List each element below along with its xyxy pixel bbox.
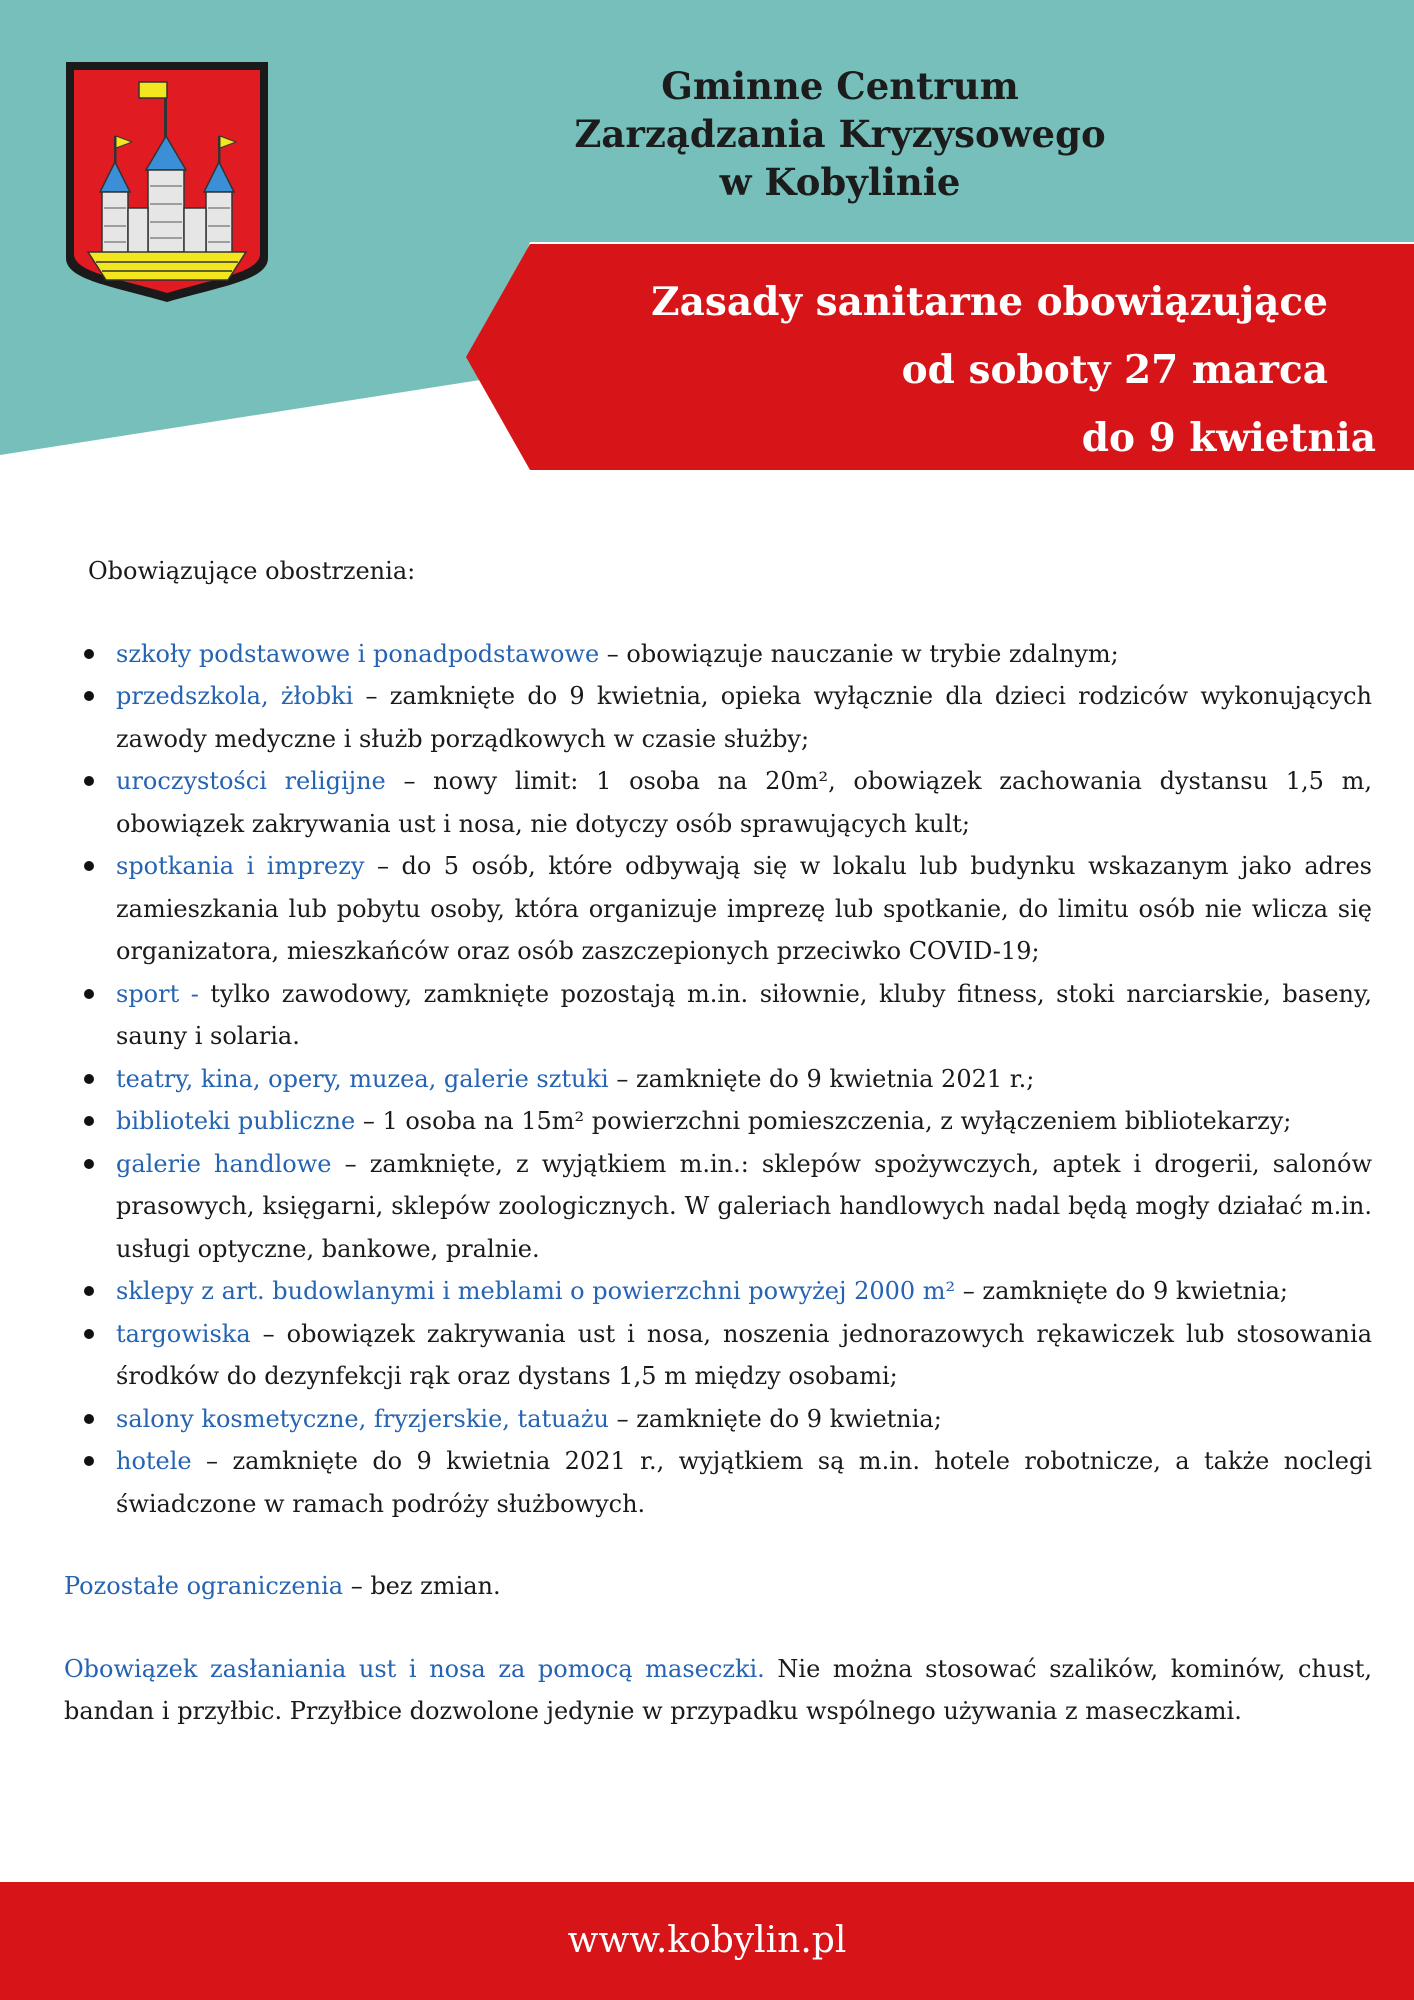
rule-label: biblioteki publiczne [116,1107,356,1135]
website-link[interactable]: www.kobylin.pl [567,1920,847,1961]
rule-text: – zamknięte do 9 kwietnia 2021 r.; [608,1064,1035,1093]
kobylin-coat-of-arms-icon [62,58,272,304]
rule-label: sklepy z art. budowlanymi i meblami o powierzchni powyżej 2000 m² [116,1277,956,1305]
bullet-icon [84,776,94,786]
mask-rule-paragraph [64,1648,1372,1733]
rule-text: – zamknięte, z wyjątkiem m.in.: sklepów spożywczych, aptek i drogerii, salonów prasowych, księgarni, sklepów zoologicznych. W galeriach handlowych nadal będą mogły działać m.in. usługi optyczne, bankowe, pralnie. [116,1149,1372,1263]
list-item [64,973,1372,1058]
org-title-line: Gminne Centrum [661,64,1019,108]
rule-label: sport - [116,979,199,1008]
rule-text: – 1 osoba na 15m² powierzchni pomieszczenia, z wyłączeniem bibliotekarzy; [355,1107,1292,1135]
rule-label: teatry, kina, opery, muzea, galerie sztuki [116,1064,609,1093]
list-item [64,1143,1372,1271]
bullet-icon [84,861,94,871]
footer-bar [0,1882,1414,2000]
list-item [64,845,1372,973]
intro-text: Obowiązujące obostrzenia: [88,557,416,585]
rule-text: – zamknięte do 9 kwietnia 2021 r., wyjątkiem są m.in. hotele robotnicze, a także noclegi świadczone w ramach podróży służbowych. [116,1447,1372,1518]
bullet-icon [84,989,94,999]
organization-title [540,62,1140,206]
restrictions-list [64,633,1372,1526]
list-item [64,1270,1372,1313]
banner-line: Zasady sanitarne obowiązujące [651,279,1328,325]
banner-line: do 9 kwietnia [1081,415,1376,461]
rule-text: – obowiązuje nauczanie w trybie zdalnym; [599,639,1119,668]
rule-text: tylko zawodowy, zamknięte pozostają m.in. siłownie, kluby fitness, stoki narciarskie, baseny, sauny i solaria. [116,979,1373,1050]
banner-heading [616,268,1376,472]
banner-line: od soboty 27 marca [901,347,1328,393]
mask-rule-text: Nie można stosować szalików, kominów, chust, bandan i przyłbic. Przyłbice dozwolone jedynie w przypadku wspólnego używania z maseczkami. [64,1654,1372,1725]
bullet-icon [84,1329,94,1339]
rule-label: uroczystości religijne [116,767,386,795]
bullet-icon [84,1414,94,1424]
rule-text: – nowy limit: 1 osoba na 20m², obowiązek zachowania dystansu 1,5 m, obowiązek zakrywania ust i nosa, nie dotyczy osób sprawujących kult; [116,767,1372,838]
org-title-line: Zarządzania Kryzysowego [574,112,1106,156]
bullet-icon [84,649,94,659]
rule-label: targowiska [116,1319,251,1348]
rule-text: – obowiązek zakrywania ust i nosa, noszenia jednorazowych rękawiczek lub stosowania środków do dezynfekcji rąk oraz dystans 1,5 m między osobami; [116,1319,1372,1390]
rule-label: galerie handlowe [116,1149,332,1178]
other-limits-paragraph [64,1565,1372,1608]
rule-label: salony kosmetyczne, fryzjerskie, tatuażu [116,1404,610,1433]
bullet-icon [84,1116,94,1126]
bullet-icon [84,1286,94,1296]
bullet-icon [84,1456,94,1466]
list-item [64,1398,1372,1441]
list-item [64,675,1372,760]
list-item [64,760,1372,845]
rule-label: hotele [116,1447,192,1475]
bullet-icon [84,1074,94,1084]
list-item [64,633,1372,676]
rule-text: – zamknięte do 9 kwietnia; [609,1404,942,1433]
other-limits-text: – bez zmian. [343,1572,501,1600]
list-item [64,1313,1372,1398]
list-item [64,1100,1372,1143]
bullet-icon [84,691,94,701]
bullet-icon [84,1159,94,1169]
list-item [64,1058,1372,1101]
rule-label: przedszkola, żłobki [116,682,354,710]
other-limits-label: Pozostałe ograniczenia [64,1572,344,1600]
main-content [64,550,1372,1733]
rule-text: – zamknięte do 9 kwietnia, opieka wyłącznie dla dzieci rodziców wykonujących zawody medyczne i służb porządkowych w czasie służby; [116,682,1372,753]
rule-label: szkoły podstawowe i ponadpodstawowe [116,639,600,668]
rule-text: – do 5 osób, które odbywają się w lokalu lub budynku wskazanym jako adres zamieszkania lub pobytu osoby, która organizuje imprezę lub spotkanie, do limitu osób nie wlicza się organizatora, mieszkańców oraz osób zaszczepionych przeciwko COVID-19; [116,852,1372,965]
list-item [64,1440,1372,1525]
mask-rule-label: Obowiązek zasłaniania ust i nosa za pomocą maseczki. [64,1654,765,1683]
rule-text: – zamknięte do 9 kwietnia; [955,1277,1288,1305]
rule-label: spotkania i imprezy [116,852,365,880]
org-title-line: w Kobylinie [719,160,961,204]
